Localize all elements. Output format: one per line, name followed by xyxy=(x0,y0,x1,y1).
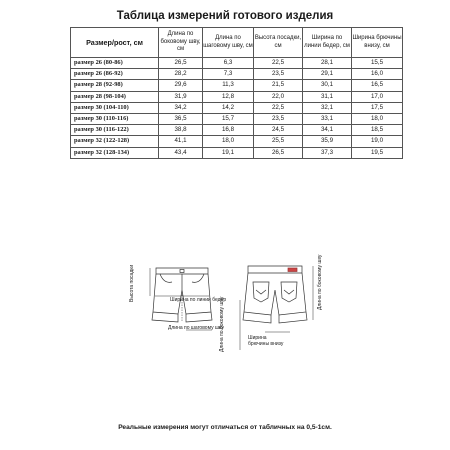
column-header-inseam: Длина по шаговому шву, см xyxy=(203,28,254,58)
table-row xyxy=(71,113,403,124)
measure-cell: 18,0 xyxy=(352,113,403,124)
measure-cell: 16,8 xyxy=(203,125,254,136)
measure-cell: 19,1 xyxy=(203,147,254,158)
table-header-row xyxy=(71,28,403,58)
measure-cell: 35,9 xyxy=(303,136,352,147)
size-cell: размер 26 (86-92) xyxy=(71,69,159,80)
measure-cell: 43,4 xyxy=(159,147,203,158)
measure-cell: 19,5 xyxy=(352,147,403,158)
column-header-size: Размер/рост, см xyxy=(71,28,159,58)
measure-cell: 29,1 xyxy=(303,69,352,80)
measure-cell: 21,5 xyxy=(254,80,303,91)
size-cell: размер 32 (122-128) xyxy=(71,136,159,147)
measure-cell: 11,3 xyxy=(203,80,254,91)
measure-cell: 32,1 xyxy=(303,102,352,113)
measure-cell: 36,5 xyxy=(159,113,203,124)
size-cell: размер 32 (128-134) xyxy=(71,147,159,158)
measure-cell: 19,0 xyxy=(352,136,403,147)
column-header-side-length: Длина по боковому шву, см xyxy=(159,28,203,58)
table-row xyxy=(71,80,403,91)
measure-cell: 26,5 xyxy=(159,58,203,69)
measure-cell: 31,1 xyxy=(303,91,352,102)
measure-cell: 30,1 xyxy=(303,80,352,91)
measure-cell: 18,0 xyxy=(203,136,254,147)
measure-cell: 28,2 xyxy=(159,69,203,80)
table-row xyxy=(71,69,403,80)
column-header-hem-width: Ширина брючины внизу, см xyxy=(352,28,403,58)
label-side-length: Длина по боковому шву xyxy=(317,254,323,310)
measure-cell: 15,7 xyxy=(203,113,254,124)
measure-cell: 7,3 xyxy=(203,69,254,80)
size-cell: размер 30 (104-110) xyxy=(71,102,159,113)
size-cell: размер 28 (98-104) xyxy=(71,91,159,102)
measure-cell: 34,1 xyxy=(303,125,352,136)
column-header-hip-width: Ширина по линии бедер, см xyxy=(303,28,352,58)
measure-cell: 22,5 xyxy=(254,102,303,113)
table-body xyxy=(71,58,403,159)
measure-cell: 29,6 xyxy=(159,80,203,91)
shorts-diagram xyxy=(120,254,350,370)
label-side-length-back: Длина по боковому шву xyxy=(219,296,225,352)
measurement-table xyxy=(70,27,403,159)
measure-cell: 37,3 xyxy=(303,147,352,158)
measure-cell: 22,5 xyxy=(254,58,303,69)
measure-cell: 18,5 xyxy=(352,125,403,136)
table-row xyxy=(71,58,403,69)
measure-cell: 26,5 xyxy=(254,147,303,158)
measure-cell: 17,0 xyxy=(352,91,403,102)
measure-cell: 16,0 xyxy=(352,69,403,80)
size-cell: размер 28 (92-98) xyxy=(71,80,159,91)
size-cell: размер 30 (110-116) xyxy=(71,113,159,124)
measure-cell: 14,2 xyxy=(203,102,254,113)
measure-cell: 6,3 xyxy=(203,58,254,69)
label-inseam: Длина по шаговому шву xyxy=(168,325,225,331)
measurement-disclaimer: Реальные измерения могут отличаться от табличных на 0,5-1см. xyxy=(118,424,332,431)
measure-cell: 23,5 xyxy=(254,69,303,80)
size-cell: размер 30 (116-122) xyxy=(71,125,159,136)
page-title: Таблица измерений готового изделия xyxy=(116,10,334,22)
measure-cell: 24,5 xyxy=(254,125,303,136)
shorts-drawing xyxy=(120,260,350,370)
measure-cell: 34,2 xyxy=(159,102,203,113)
measure-cell: 16,5 xyxy=(352,80,403,91)
measure-cell: 38,8 xyxy=(159,125,203,136)
measure-cell: 31,9 xyxy=(159,91,203,102)
measure-cell: 17,5 xyxy=(352,102,403,113)
label-hem-width: Ширина брючины внизу xyxy=(248,335,284,347)
label-rise: Высота посадки xyxy=(129,264,135,302)
measure-cell: 33,1 xyxy=(303,113,352,124)
table-row xyxy=(71,91,403,102)
label-hip-width: Ширина по линии бедер xyxy=(170,297,227,303)
table-row xyxy=(71,136,403,147)
table-row xyxy=(71,102,403,113)
measure-cell: 25,5 xyxy=(254,136,303,147)
measure-cell: 15,5 xyxy=(352,58,403,69)
table-row xyxy=(71,125,403,136)
measure-cell: 23,5 xyxy=(254,113,303,124)
measure-cell: 12,8 xyxy=(203,91,254,102)
measure-cell: 22,0 xyxy=(254,91,303,102)
size-cell: размер 26 (80-86) xyxy=(71,58,159,69)
shorts-back-view xyxy=(243,266,307,323)
table-row xyxy=(71,147,403,158)
measure-cell: 28,1 xyxy=(303,58,352,69)
column-header-rise: Высота посадки, см xyxy=(254,28,303,58)
measure-cell: 41,1 xyxy=(159,136,203,147)
